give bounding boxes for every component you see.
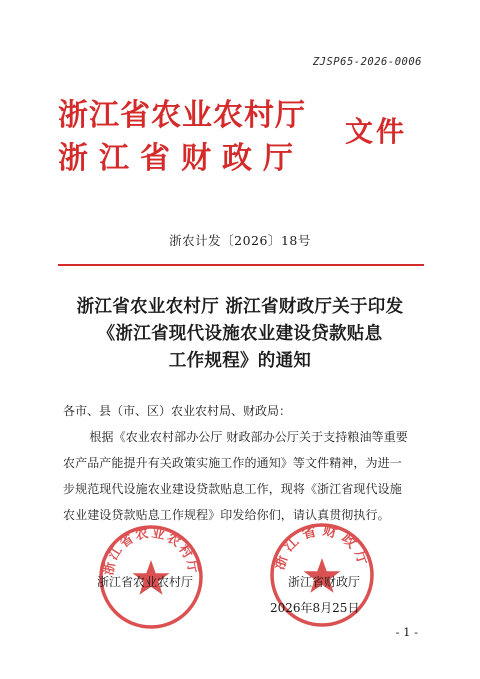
issuer-line-2: 浙江省财政厅 bbox=[58, 141, 304, 176]
title-line-1: 浙江省农业农村厅 浙江省财政厅关于印发 bbox=[76, 297, 404, 317]
document-number: 浙农计发〔2026〕18号 bbox=[169, 233, 311, 248]
title-line-3: 工作规程》的通知 bbox=[168, 351, 312, 371]
paragraph-line: 根据《农业农村部办公厅 财政部办公厅关于支持粮油等重要 bbox=[89, 430, 408, 444]
document-code: ZJSP65-2026-0006 bbox=[312, 56, 422, 68]
paragraph-line: 农业建设贷款贴息工作规程》印发给你们，请认真贯彻执行。 bbox=[63, 508, 390, 522]
paragraph-line: 步规范现代设施农业建设贷款贴息工作，现将《浙江省现代设施 bbox=[63, 482, 402, 496]
seal-1-text: 浙江省农业农村厅 bbox=[101, 525, 201, 577]
seal-2-text: 浙江省财政厅 bbox=[271, 522, 373, 572]
signer-finance: 浙江省财政厅 bbox=[288, 575, 361, 589]
paragraph-line: 农产品产能提升有关政策实施工作的通知》等文件精神，为进一 bbox=[63, 456, 402, 470]
document-type-label: 文件 bbox=[345, 115, 408, 148]
page-number: - 1 - bbox=[395, 625, 418, 639]
issuer-line-1: 浙江省农业农村厅 bbox=[58, 98, 306, 133]
title-line-2: 《浙江省现代设施农业建设贷款贴息 bbox=[97, 324, 383, 344]
red-divider bbox=[58, 264, 424, 266]
signer-agriculture: 浙江省农业农村厅 bbox=[97, 575, 194, 589]
issue-date: 2026年8月25日 bbox=[270, 601, 360, 615]
body-paragraph bbox=[63, 424, 423, 528]
salutation: 各市、县（市、区）农业农村局、财政局： bbox=[63, 404, 292, 418]
